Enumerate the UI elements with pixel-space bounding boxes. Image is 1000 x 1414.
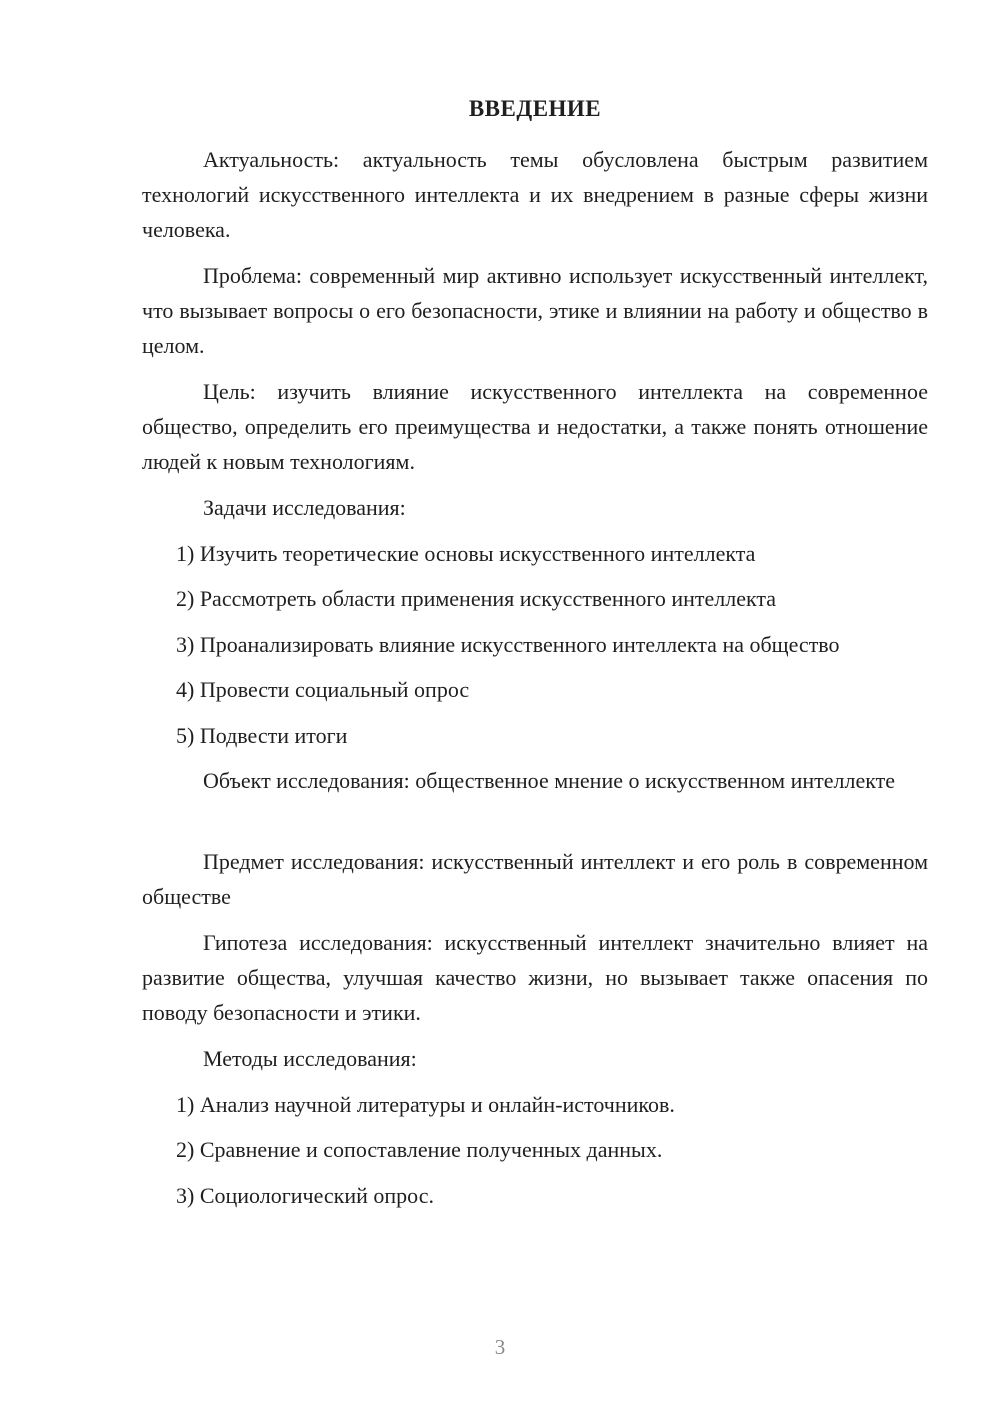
task-item: 2) Рассмотреть области применения искусственного интеллекта bbox=[176, 586, 777, 611]
problem-paragraph: Проблема: современный мир активно использует искусственный интеллект, что вызывает вопросы о его безопасности, этике и влиянии на работу и общество в целом. bbox=[142, 263, 928, 358]
task-item: 4) Провести социальный опрос bbox=[176, 677, 470, 702]
method-item: 1) Анализ научной литературы и онлайн-источников. bbox=[176, 1092, 675, 1117]
relevance-paragraph: Актуальность: актуальность темы обусловлена быстрым развитием технологий искусственного интеллекта и их внедрением в разные сферы жизни человека. bbox=[142, 147, 928, 242]
task-item: 1) Изучить теоретические основы искусственного интеллекта bbox=[176, 541, 756, 566]
tasks-label: Задачи исследования: bbox=[203, 495, 406, 520]
method-item: 2) Сравнение и сопоставление полученных данных. bbox=[176, 1137, 663, 1162]
page-number: 3 bbox=[494, 1335, 506, 1359]
subject-paragraph: Предмет исследования: искусственный интеллект и его роль в современном обществе bbox=[142, 849, 928, 909]
goal-paragraph: Цель: изучить влияние искусственного интеллекта на современное общество, определить его преимущества и недостатки, а также понять отношение людей к новым технологиям. bbox=[142, 379, 928, 474]
object-paragraph: Объект исследования: общественное мнение о искусственном интеллекте bbox=[203, 768, 896, 793]
task-item: 3) Проанализировать влияние искусственного интеллекта на общество bbox=[176, 632, 840, 657]
hypothesis-paragraph: Гипотеза исследования: искусственный интеллект значительно влияет на развитие общества, улучшая качество жизни, но вызывает также опасения по поводу безопасности и этики. bbox=[142, 930, 928, 1025]
task-item: 5) Подвести итоги bbox=[176, 723, 348, 748]
page-heading: ВВЕДЕНИЕ bbox=[468, 96, 602, 121]
methods-label: Методы исследования: bbox=[203, 1046, 417, 1071]
method-item: 3) Социологический опрос. bbox=[176, 1183, 434, 1208]
